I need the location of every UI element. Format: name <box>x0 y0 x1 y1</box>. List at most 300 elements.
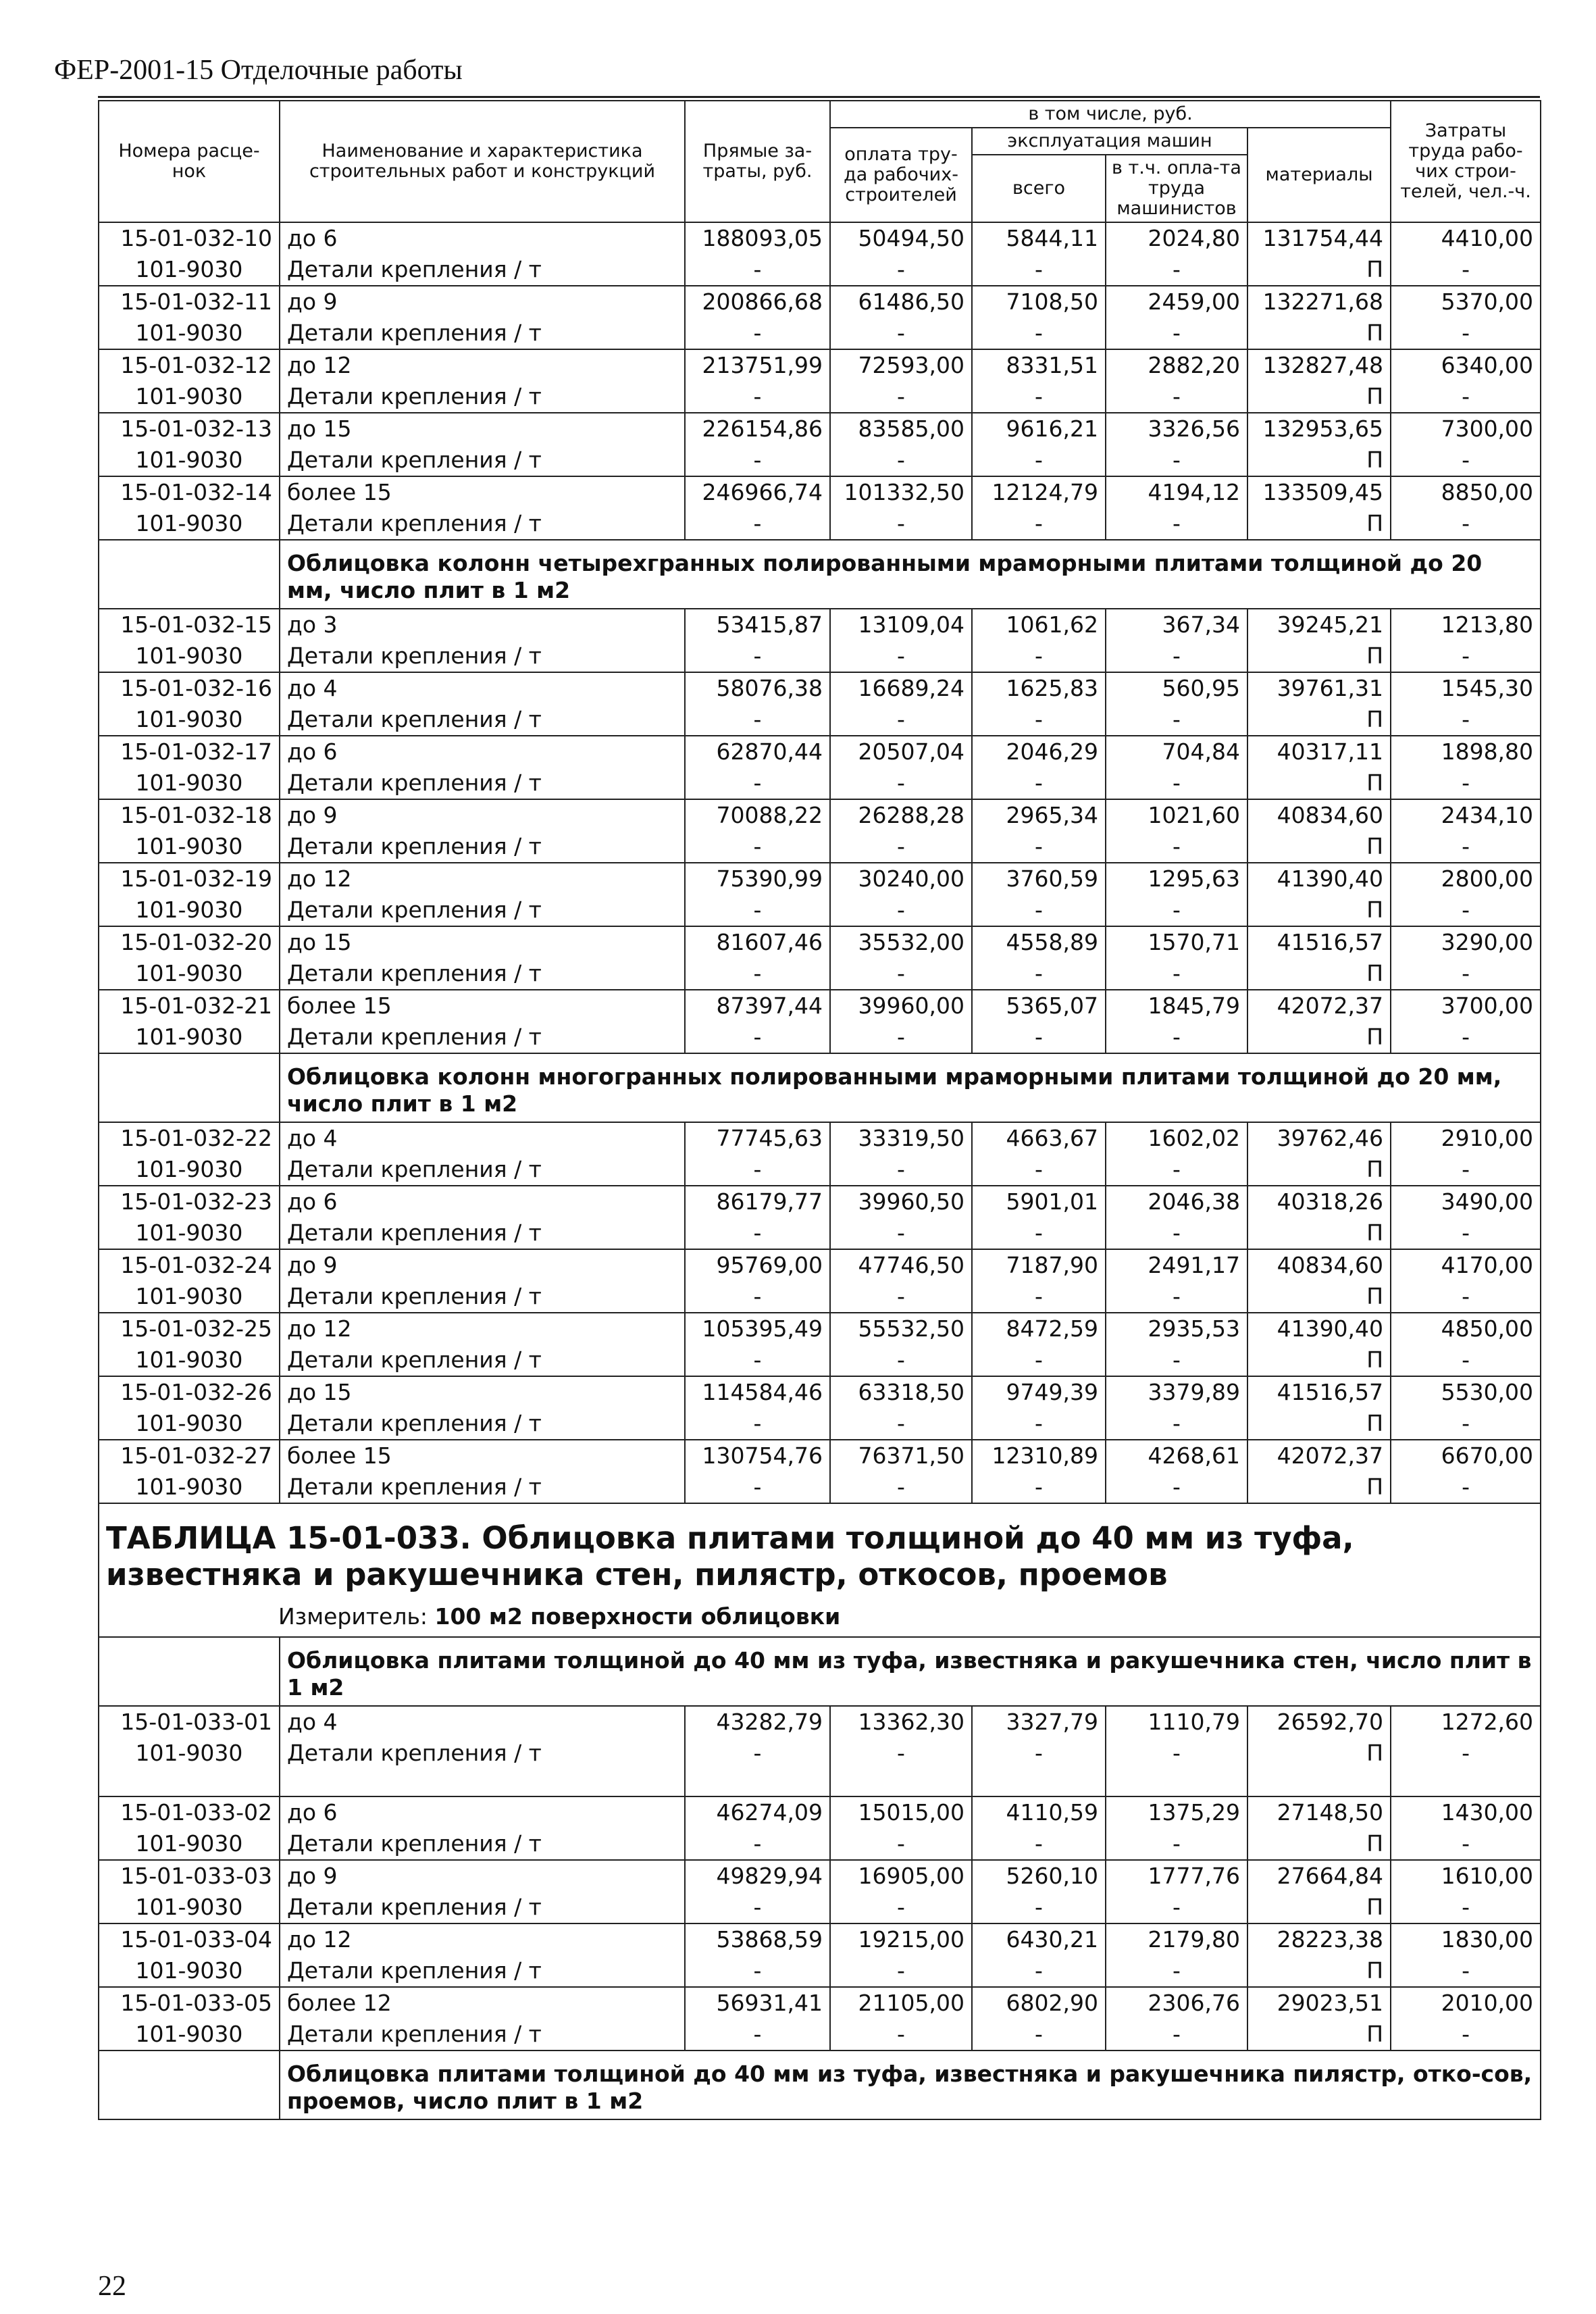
resource-machines: - <box>972 640 1106 672</box>
direct-cost: 213751,99 <box>685 349 830 381</box>
resource-name: Детали крепления / т <box>280 445 685 476</box>
resource-materials-flag: П <box>1247 1738 1391 1769</box>
labor-hours: 3290,00 <box>1391 926 1541 958</box>
labor-hours: 2010,00 <box>1391 1987 1541 2019</box>
resource-machinists: - <box>1106 768 1247 799</box>
rate-row <box>99 990 1541 1022</box>
resource-labor: - <box>1391 1408 1541 1440</box>
labor-hours: 4170,00 <box>1391 1249 1541 1281</box>
resource-labor: - <box>1391 768 1541 799</box>
machinists-wages: 1110,79 <box>1106 1706 1247 1738</box>
machines-cost: 8472,59 <box>972 1313 1106 1344</box>
resource-code: 101-9030 <box>99 1828 280 1860</box>
resource-code: 101-9030 <box>99 1955 280 1987</box>
machinists-wages: 2459,00 <box>1106 286 1247 318</box>
resource-machinists: - <box>1106 1022 1247 1053</box>
resource-wages: - <box>830 958 972 990</box>
section-heading: Облицовка плитами толщиной до 40 мм из туфа, известняка и ракушечника пилястр, отко-сов, проемов, число плит в 1 м2 <box>280 2051 1541 2119</box>
resource-code: 101-9030 <box>99 1892 280 1923</box>
materials-cost: 26592,70 <box>1247 1706 1391 1738</box>
wages-cost: 16689,24 <box>830 672 972 704</box>
wages-cost: 13109,04 <box>830 609 972 640</box>
rate-row <box>99 926 1541 958</box>
resource-machines: - <box>972 2019 1106 2051</box>
resource-labor: - <box>1391 1828 1541 1860</box>
machinists-wages: 3379,89 <box>1106 1376 1247 1408</box>
resource-wages: - <box>830 445 972 476</box>
machines-cost: 5365,07 <box>972 990 1106 1022</box>
resource-row <box>99 895 1541 926</box>
materials-cost: 133509,45 <box>1247 476 1391 508</box>
rate-code: 15-01-032-16 <box>99 672 280 704</box>
materials-cost: 39245,21 <box>1247 609 1391 640</box>
resource-labor: - <box>1391 895 1541 926</box>
resource-direct: - <box>685 445 830 476</box>
resource-labor: - <box>1391 1344 1541 1376</box>
machines-cost: 8331,51 <box>972 349 1106 381</box>
resource-row <box>99 254 1541 286</box>
resource-machines: - <box>972 1408 1106 1440</box>
resource-labor: - <box>1391 445 1541 476</box>
resource-wages: - <box>830 640 972 672</box>
resource-machinists: - <box>1106 1955 1247 1987</box>
section-blank <box>99 540 280 609</box>
rate-row <box>99 1987 1541 2019</box>
resource-code: 101-9030 <box>99 2019 280 2051</box>
resource-direct: - <box>685 318 830 349</box>
labor-hours: 6670,00 <box>1391 1440 1541 1472</box>
rate-name: более 15 <box>280 476 685 508</box>
resource-wages: - <box>830 831 972 863</box>
resource-row <box>99 1281 1541 1313</box>
rate-name: до 4 <box>280 672 685 704</box>
resource-machines: - <box>972 895 1106 926</box>
spacer-cell <box>685 1769 830 1796</box>
labor-hours: 1830,00 <box>1391 1923 1541 1955</box>
resource-labor: - <box>1391 1472 1541 1503</box>
section-row <box>99 1053 1541 1122</box>
resource-materials-flag: П <box>1247 1955 1391 1987</box>
labor-hours: 3490,00 <box>1391 1186 1541 1217</box>
direct-cost: 62870,44 <box>685 736 830 768</box>
materials-cost: 40834,60 <box>1247 799 1391 831</box>
resource-labor: - <box>1391 381 1541 413</box>
labor-hours: 7300,00 <box>1391 413 1541 445</box>
machines-cost: 1625,83 <box>972 672 1106 704</box>
rate-name: до 12 <box>280 1313 685 1344</box>
resource-code: 101-9030 <box>99 1154 280 1186</box>
resource-machinists: - <box>1106 1738 1247 1769</box>
resource-labor: - <box>1391 958 1541 990</box>
labor-hours: 3700,00 <box>1391 990 1541 1022</box>
resource-direct: - <box>685 508 830 540</box>
rates-table <box>98 100 1541 2120</box>
resource-row <box>99 958 1541 990</box>
direct-cost: 130754,76 <box>685 1440 830 1472</box>
resource-name: Детали крепления / т <box>280 254 685 286</box>
direct-cost: 53868,59 <box>685 1923 830 1955</box>
resource-wages: - <box>830 1217 972 1249</box>
resource-row <box>99 318 1541 349</box>
labor-hours: 1430,00 <box>1391 1796 1541 1828</box>
direct-cost: 46274,09 <box>685 1796 830 1828</box>
rate-name: до 15 <box>280 413 685 445</box>
rate-code: 15-01-032-11 <box>99 286 280 318</box>
rate-code: 15-01-032-27 <box>99 1440 280 1472</box>
wages-cost: 33319,50 <box>830 1122 972 1154</box>
spacer-cell <box>1247 1769 1391 1796</box>
machinists-wages: 2306,76 <box>1106 1987 1247 2019</box>
rate-row <box>99 1313 1541 1344</box>
labor-hours: 4410,00 <box>1391 222 1541 254</box>
resource-direct: - <box>685 895 830 926</box>
resource-labor: - <box>1391 704 1541 736</box>
spacer-cell <box>972 1769 1106 1796</box>
machines-cost: 9749,39 <box>972 1376 1106 1408</box>
machines-cost: 7108,50 <box>972 286 1106 318</box>
spacer-cell <box>830 1769 972 1796</box>
resource-code: 101-9030 <box>99 318 280 349</box>
rate-name: до 6 <box>280 736 685 768</box>
resource-wages: - <box>830 508 972 540</box>
rate-row <box>99 1796 1541 1828</box>
resource-name: Детали крепления / т <box>280 1828 685 1860</box>
rate-name: до 9 <box>280 1860 685 1892</box>
direct-cost: 53415,87 <box>685 609 830 640</box>
rate-row <box>99 863 1541 895</box>
spacer-cell <box>99 1769 280 1796</box>
resource-materials-flag: П <box>1247 1344 1391 1376</box>
rate-row <box>99 1923 1541 1955</box>
resource-row <box>99 1154 1541 1186</box>
resource-labor: - <box>1391 1022 1541 1053</box>
resource-machinists: - <box>1106 958 1247 990</box>
resource-machines: - <box>972 1828 1106 1860</box>
direct-cost: 43282,79 <box>685 1706 830 1738</box>
resource-name: Детали крепления / т <box>280 1738 685 1769</box>
section-row <box>99 2051 1541 2119</box>
rate-row <box>99 1186 1541 1217</box>
resource-row <box>99 831 1541 863</box>
resource-materials-flag: П <box>1247 958 1391 990</box>
document-header: ФЕР-2001-15 Отделочные работы <box>54 55 463 86</box>
machines-cost: 2965,34 <box>972 799 1106 831</box>
wages-cost: 19215,00 <box>830 1923 972 1955</box>
resource-labor: - <box>1391 2019 1541 2051</box>
resource-wages: - <box>830 1344 972 1376</box>
resource-machines: - <box>972 1472 1106 1503</box>
resource-machinists: - <box>1106 1344 1247 1376</box>
resource-direct: - <box>685 958 830 990</box>
rate-row <box>99 476 1541 508</box>
machinists-wages: 2882,20 <box>1106 349 1247 381</box>
machinists-wages: 1021,60 <box>1106 799 1247 831</box>
rate-code: 15-01-033-03 <box>99 1860 280 1892</box>
resource-row <box>99 1738 1541 1769</box>
machines-cost: 9616,21 <box>972 413 1106 445</box>
resource-wages: - <box>830 768 972 799</box>
resource-name: Детали крепления / т <box>280 1281 685 1313</box>
resource-wages: - <box>830 1281 972 1313</box>
resource-direct: - <box>685 1828 830 1860</box>
resource-code: 101-9030 <box>99 1344 280 1376</box>
resource-name: Детали крепления / т <box>280 1408 685 1440</box>
machinists-wages: 1375,29 <box>1106 1796 1247 1828</box>
resource-machines: - <box>972 1955 1106 1987</box>
rate-code: 15-01-032-23 <box>99 1186 280 1217</box>
materials-cost: 27664,84 <box>1247 1860 1391 1892</box>
wages-cost: 72593,00 <box>830 349 972 381</box>
resource-code: 101-9030 <box>99 1281 280 1313</box>
resource-machines: - <box>972 381 1106 413</box>
machinists-wages: 704,84 <box>1106 736 1247 768</box>
machines-cost: 5901,01 <box>972 1186 1106 1217</box>
resource-wages: - <box>830 1738 972 1769</box>
rate-name: до 12 <box>280 1923 685 1955</box>
direct-cost: 75390,99 <box>685 863 830 895</box>
rate-code: 15-01-032-22 <box>99 1122 280 1154</box>
section-blank <box>99 2051 280 2119</box>
resource-direct: - <box>685 1738 830 1769</box>
resource-direct: - <box>685 704 830 736</box>
rate-code: 15-01-032-10 <box>99 222 280 254</box>
resource-labor: - <box>1391 1738 1541 1769</box>
rate-code: 15-01-033-05 <box>99 1987 280 2019</box>
resource-wages: - <box>830 1154 972 1186</box>
rate-code: 15-01-032-18 <box>99 799 280 831</box>
resource-machinists: - <box>1106 704 1247 736</box>
rate-name: до 15 <box>280 926 685 958</box>
rate-row <box>99 1122 1541 1154</box>
resource-machinists: - <box>1106 2019 1247 2051</box>
machinists-wages: 1845,79 <box>1106 990 1247 1022</box>
direct-cost: 70088,22 <box>685 799 830 831</box>
wages-cost: 101332,50 <box>830 476 972 508</box>
resource-machinists: - <box>1106 1828 1247 1860</box>
rate-row <box>99 736 1541 768</box>
section-heading: Облицовка колонн четырехгранных полированными мраморными плитами толщиной до 20 мм, число плит в 1 м2 <box>280 540 1541 609</box>
resource-name: Детали крепления / т <box>280 768 685 799</box>
resource-materials-flag: П <box>1247 1828 1391 1860</box>
resource-labor: - <box>1391 1154 1541 1186</box>
resource-machinists: - <box>1106 445 1247 476</box>
resource-direct: - <box>685 1892 830 1923</box>
resource-machinists: - <box>1106 1892 1247 1923</box>
rate-name: до 12 <box>280 863 685 895</box>
resource-materials-flag: П <box>1247 1281 1391 1313</box>
resource-materials-flag: П <box>1247 1154 1391 1186</box>
resource-materials-flag: П <box>1247 254 1391 286</box>
direct-cost: 86179,77 <box>685 1186 830 1217</box>
rate-name: до 15 <box>280 1376 685 1408</box>
resource-wages: - <box>830 1892 972 1923</box>
rate-code: 15-01-032-24 <box>99 1249 280 1281</box>
resource-machinists: - <box>1106 1408 1247 1440</box>
section-blank <box>99 1637 280 1706</box>
col-machines-total-header: всего <box>972 155 1106 222</box>
materials-cost: 42072,37 <box>1247 1440 1391 1472</box>
direct-cost: 81607,46 <box>685 926 830 958</box>
resource-row <box>99 381 1541 413</box>
resource-row <box>99 445 1541 476</box>
resource-machinists: - <box>1106 1217 1247 1249</box>
rate-row <box>99 672 1541 704</box>
resource-name: Детали крепления / т <box>280 1344 685 1376</box>
rate-name: до 4 <box>280 1706 685 1738</box>
rate-code: 15-01-032-20 <box>99 926 280 958</box>
labor-hours: 2910,00 <box>1391 1122 1541 1154</box>
rate-name: до 4 <box>280 1122 685 1154</box>
resource-row <box>99 768 1541 799</box>
labor-hours: 1898,80 <box>1391 736 1541 768</box>
resource-name: Детали крепления / т <box>280 704 685 736</box>
wages-cost: 63318,50 <box>830 1376 972 1408</box>
machinists-wages: 1295,63 <box>1106 863 1247 895</box>
rate-code: 15-01-032-26 <box>99 1376 280 1408</box>
materials-cost: 28223,38 <box>1247 1923 1391 1955</box>
resource-machinists: - <box>1106 831 1247 863</box>
resource-labor: - <box>1391 1892 1541 1923</box>
spacer-row <box>99 1769 1541 1796</box>
resource-machines: - <box>972 1022 1106 1053</box>
col-machines-header: эксплуатация машин <box>972 128 1247 155</box>
resource-name: Детали крепления / т <box>280 1022 685 1053</box>
resource-machinists: - <box>1106 318 1247 349</box>
machines-cost: 2046,29 <box>972 736 1106 768</box>
resource-wages: - <box>830 895 972 926</box>
rate-code: 15-01-032-13 <box>99 413 280 445</box>
resource-materials-flag: П <box>1247 2019 1391 2051</box>
machinists-wages: 3326,56 <box>1106 413 1247 445</box>
resource-code: 101-9030 <box>99 381 280 413</box>
rate-row <box>99 1860 1541 1892</box>
rate-code: 15-01-032-15 <box>99 609 280 640</box>
rate-name: до 3 <box>280 609 685 640</box>
machinists-wages: 1777,76 <box>1106 1860 1247 1892</box>
resource-materials-flag: П <box>1247 768 1391 799</box>
machines-cost: 7187,90 <box>972 1249 1106 1281</box>
direct-cost: 49829,94 <box>685 1860 830 1892</box>
direct-cost: 200866,68 <box>685 286 830 318</box>
resource-materials-flag: П <box>1247 895 1391 926</box>
machines-cost: 12124,79 <box>972 476 1106 508</box>
labor-hours: 8850,00 <box>1391 476 1541 508</box>
resource-machines: - <box>972 1281 1106 1313</box>
materials-cost: 39761,31 <box>1247 672 1391 704</box>
resource-materials-flag: П <box>1247 508 1391 540</box>
rate-name: до 6 <box>280 222 685 254</box>
spacer-cell <box>280 1769 685 1796</box>
wages-cost: 20507,04 <box>830 736 972 768</box>
materials-cost: 42072,37 <box>1247 990 1391 1022</box>
rate-row <box>99 286 1541 318</box>
resource-row <box>99 1344 1541 1376</box>
resource-labor: - <box>1391 831 1541 863</box>
resource-wages: - <box>830 2019 972 2051</box>
resource-machinists: - <box>1106 381 1247 413</box>
rate-name: до 9 <box>280 286 685 318</box>
rate-name: до 9 <box>280 1249 685 1281</box>
rate-code: 15-01-032-25 <box>99 1313 280 1344</box>
resource-machines: - <box>972 768 1106 799</box>
resource-name: Детали крепления / т <box>280 831 685 863</box>
resource-labor: - <box>1391 1217 1541 1249</box>
resource-machines: - <box>972 1217 1106 1249</box>
machines-cost: 12310,89 <box>972 1440 1106 1472</box>
resource-name: Детали крепления / т <box>280 508 685 540</box>
unit-label: Измеритель: <box>278 1603 435 1630</box>
materials-cost: 41516,57 <box>1247 926 1391 958</box>
labor-hours: 2800,00 <box>1391 863 1541 895</box>
unit-row <box>99 1597 1541 1637</box>
rate-code: 15-01-033-02 <box>99 1796 280 1828</box>
resource-row <box>99 1892 1541 1923</box>
resource-row <box>99 1408 1541 1440</box>
rate-code: 15-01-033-01 <box>99 1706 280 1738</box>
spacer-cell <box>1391 1769 1541 1796</box>
direct-cost: 246966,74 <box>685 476 830 508</box>
page-number: 22 <box>98 2271 126 2302</box>
col-labor-header: Затраты труда рабо-чих строи-телей, чел.-ч. <box>1391 101 1541 222</box>
machinists-wages: 1570,71 <box>1106 926 1247 958</box>
resource-machines: - <box>972 318 1106 349</box>
labor-hours: 6340,00 <box>1391 349 1541 381</box>
resource-machinists: - <box>1106 1281 1247 1313</box>
resource-row <box>99 704 1541 736</box>
resource-code: 101-9030 <box>99 895 280 926</box>
resource-materials-flag: П <box>1247 1892 1391 1923</box>
resource-code: 101-9030 <box>99 640 280 672</box>
resource-direct: - <box>685 1154 830 1186</box>
resource-labor: - <box>1391 508 1541 540</box>
section-heading: Облицовка плитами толщиной до 40 мм из туфа, известняка и ракушечника стен, число плит в 1 м2 <box>280 1637 1541 1706</box>
resource-name: Детали крепления / т <box>280 1955 685 1987</box>
labor-hours: 4850,00 <box>1391 1313 1541 1344</box>
machines-cost: 3760,59 <box>972 863 1106 895</box>
col-machines-wages-header: в т.ч. опла-та труда машинистов <box>1106 155 1247 222</box>
resource-direct: - <box>685 1217 830 1249</box>
machinists-wages: 2024,80 <box>1106 222 1247 254</box>
direct-cost: 95769,00 <box>685 1249 830 1281</box>
resource-machinists: - <box>1106 508 1247 540</box>
materials-cost: 132827,48 <box>1247 349 1391 381</box>
resource-row <box>99 1955 1541 1987</box>
resource-machines: - <box>972 831 1106 863</box>
wages-cost: 50494,50 <box>830 222 972 254</box>
resource-machines: - <box>972 445 1106 476</box>
resource-direct: - <box>685 1022 830 1053</box>
materials-cost: 132953,65 <box>1247 413 1391 445</box>
rate-name: более 12 <box>280 1987 685 2019</box>
rate-row <box>99 609 1541 640</box>
col-code-header: Номера расце-нок <box>99 101 280 222</box>
resource-direct: - <box>685 768 830 799</box>
resource-code: 101-9030 <box>99 768 280 799</box>
rate-name: до 12 <box>280 349 685 381</box>
rate-code: 15-01-032-12 <box>99 349 280 381</box>
rate-name: до 6 <box>280 1796 685 1828</box>
machines-cost: 6430,21 <box>972 1923 1106 1955</box>
rate-row <box>99 1706 1541 1738</box>
resource-machines: - <box>972 254 1106 286</box>
wages-cost: 21105,00 <box>830 1987 972 2019</box>
machines-cost: 1061,62 <box>972 609 1106 640</box>
resource-materials-flag: П <box>1247 318 1391 349</box>
resource-name: Детали крепления / т <box>280 640 685 672</box>
resource-direct: - <box>685 1344 830 1376</box>
resource-code: 101-9030 <box>99 254 280 286</box>
resource-wages: - <box>830 318 972 349</box>
